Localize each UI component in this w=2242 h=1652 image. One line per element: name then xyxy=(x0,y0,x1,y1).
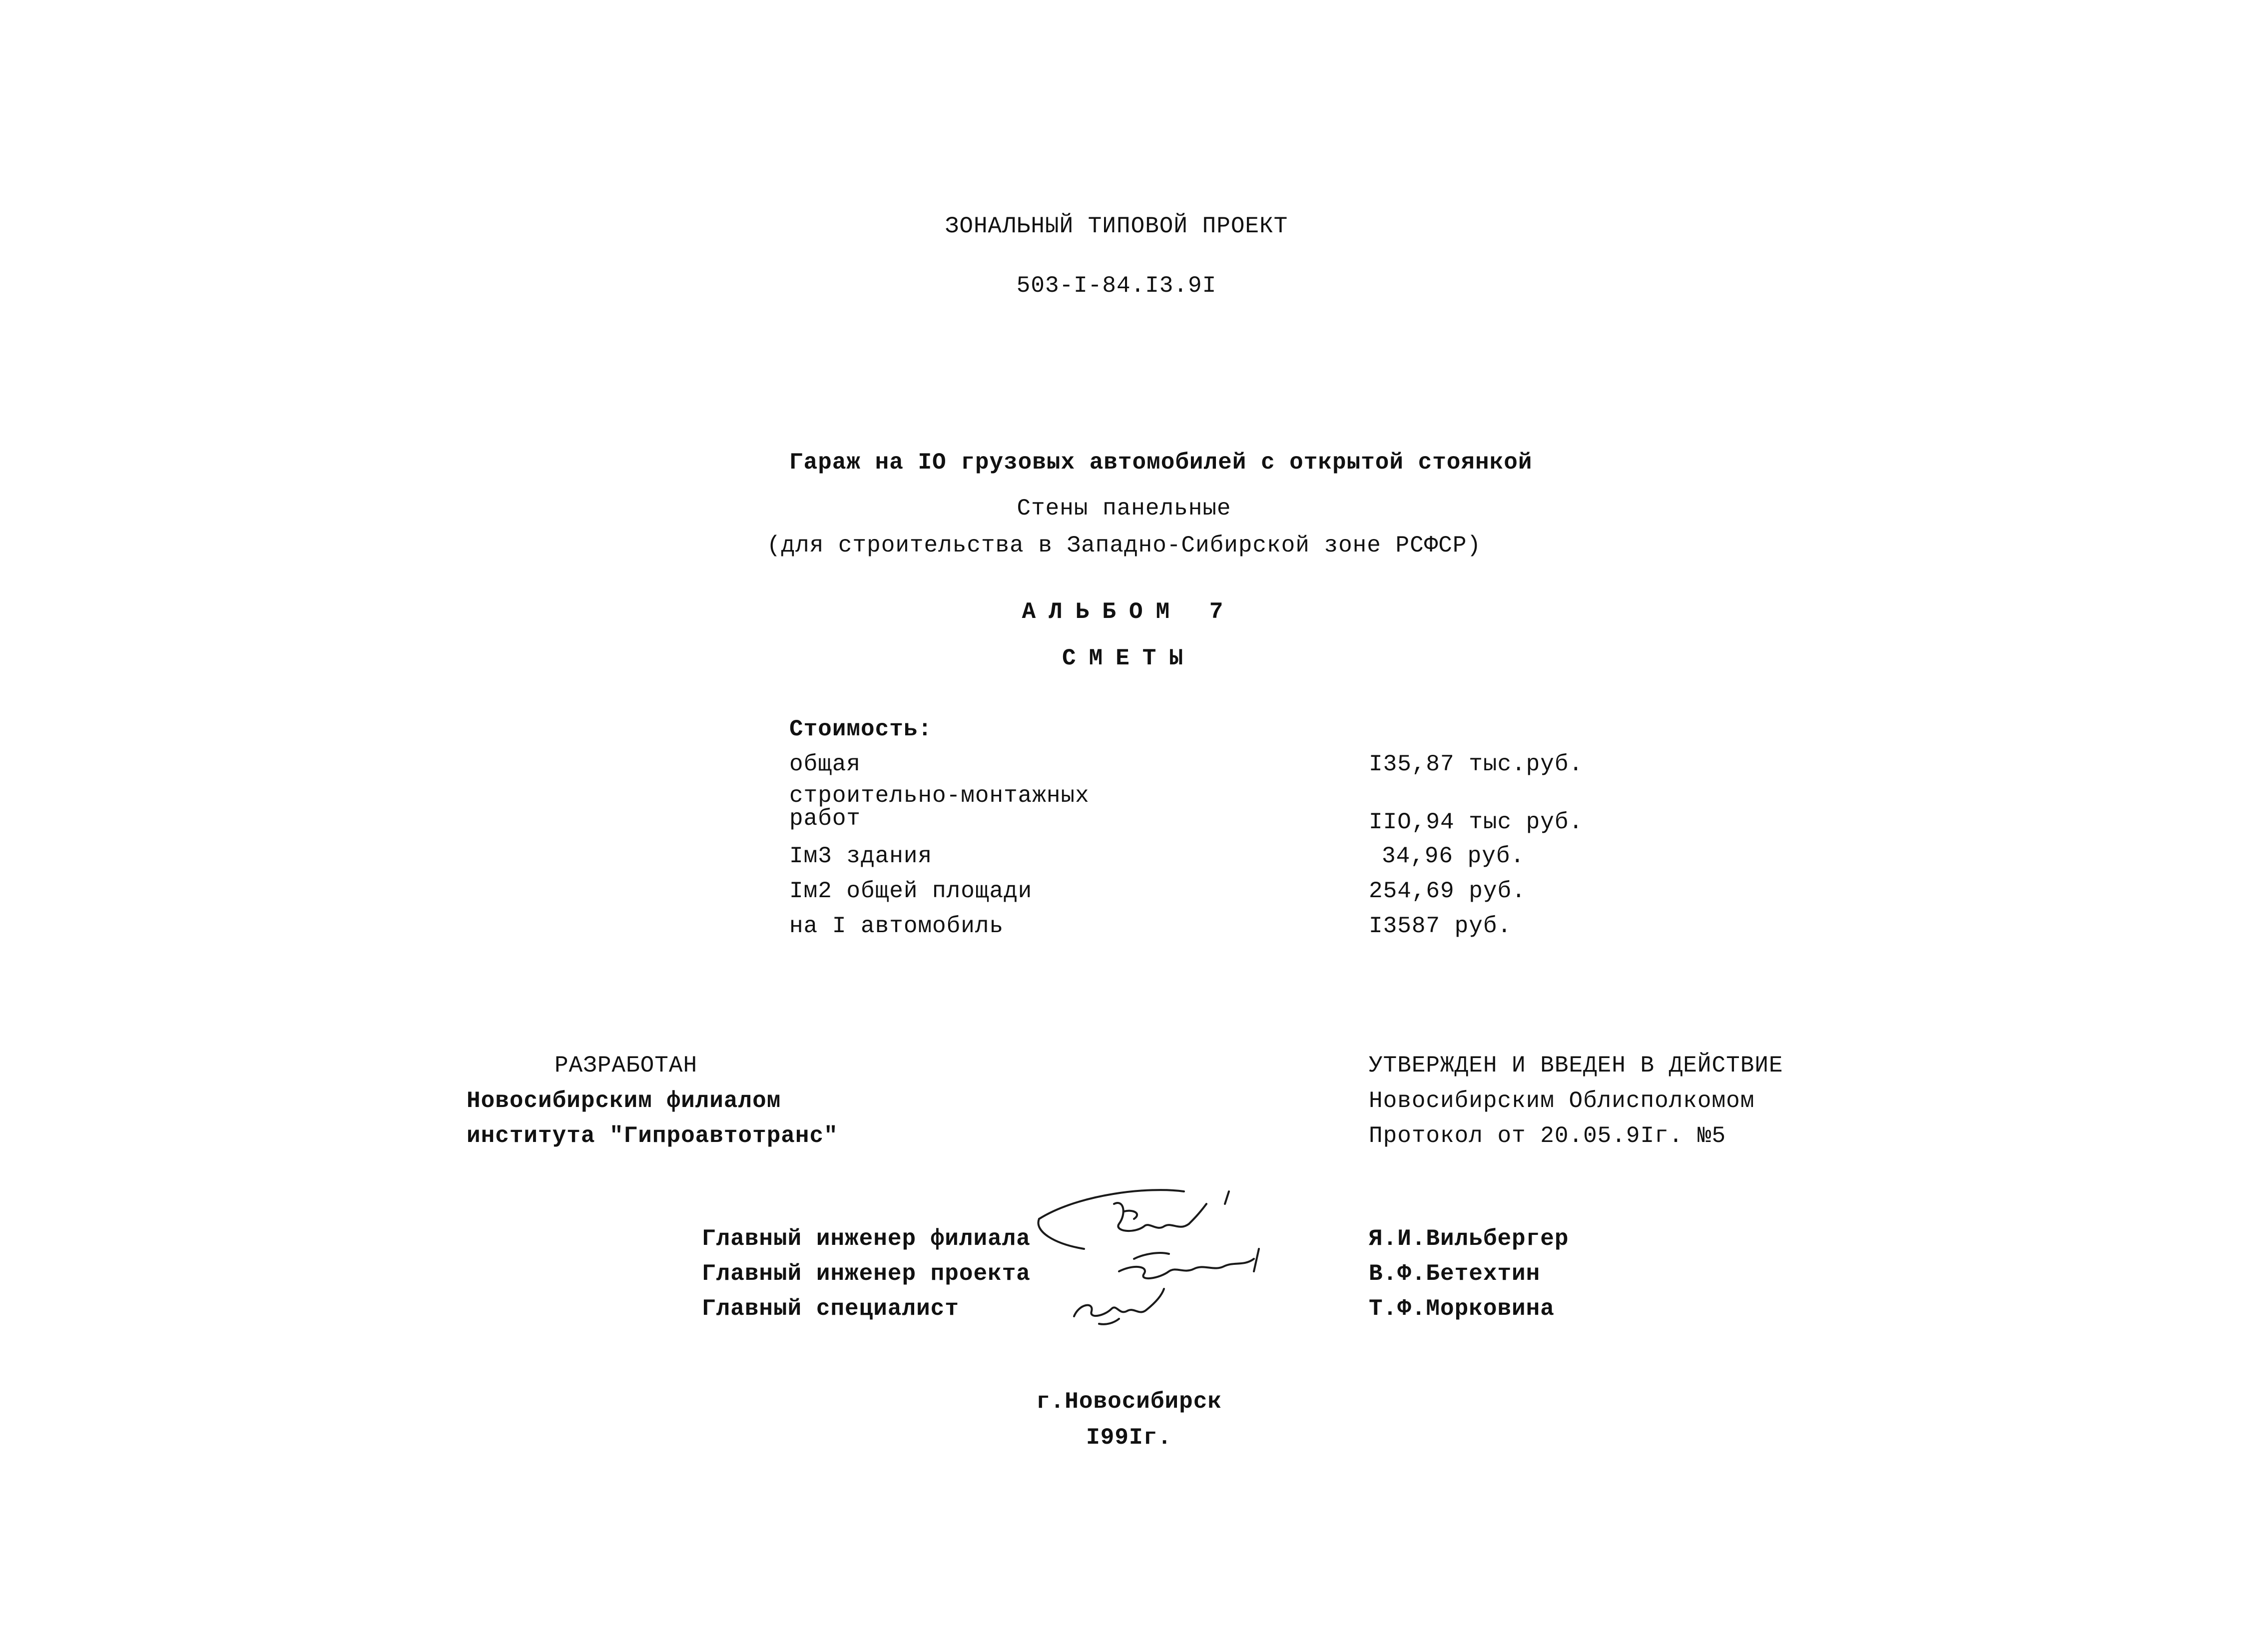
approved-line-2: Протокол от 20.05.9Iг. №5 xyxy=(1369,1123,1726,1149)
cost-row-value: I35,87 тыс.руб. xyxy=(1369,751,1584,777)
cost-row-value: 34,96 руб. xyxy=(1382,843,1525,869)
cost-row-value: I3587 руб. xyxy=(1369,913,1512,939)
developed-line-2: института "Гипроавтотранс" xyxy=(467,1123,838,1149)
cost-row-label: на I автомобиль xyxy=(789,913,1004,939)
cost-heading: Стоимость: xyxy=(789,716,933,742)
project-title: Гараж на IO грузовых автомобилей с открытой стоянкой xyxy=(789,450,1533,476)
walls-subtitle: Стены панельные xyxy=(1017,496,1231,522)
cost-row-value: 254,69 руб. xyxy=(1369,878,1526,904)
approved-line-1: Новосибирским Облисполкомом xyxy=(1369,1088,1755,1114)
cost-row-label: Iм3 здания xyxy=(789,843,933,869)
signature-name: В.Ф.Бетехтин xyxy=(1369,1261,1541,1287)
developed-heading: РАЗРАБОТАН xyxy=(555,1053,698,1079)
project-type-heading: ЗОНАЛЬНЫЙ ТИПОВОЙ ПРОЕКТ xyxy=(945,213,1288,239)
album-subject: СМЕТЫ xyxy=(1062,645,1196,671)
project-number: 503-I-84.I3.9I xyxy=(1016,273,1217,299)
signature-name: Я.И.Вильбергер xyxy=(1369,1226,1569,1252)
signature-role: Главный инженер проекта xyxy=(702,1261,1031,1287)
cost-row-value: IIO,94 тыс руб. xyxy=(1369,809,1584,835)
signature-role: Главный специалист xyxy=(702,1296,959,1322)
album-number: АЛЬБОМ 7 xyxy=(1022,599,1236,625)
zone-subtitle: (для строительства в Западно-Сибирской зоне РСФСР) xyxy=(766,533,1482,558)
cost-row-label: Iм2 общей площади xyxy=(789,878,1033,904)
signature-role: Главный инженер филиала xyxy=(702,1226,1031,1252)
handwritten-signatures xyxy=(1019,1184,1299,1339)
cost-row-label: общая xyxy=(789,751,861,777)
approved-heading: УТВЕРЖДЕН И ВВЕДЕН В ДЕЙСТВИЕ xyxy=(1369,1053,1783,1079)
city: г.Новосибирск xyxy=(1036,1389,1222,1415)
year: I99Iг. xyxy=(1086,1425,1172,1451)
cost-row-label: строительно-монтажных работ xyxy=(789,783,1090,832)
developed-line-1: Новосибирским филиалом xyxy=(467,1088,781,1114)
signature-name: Т.Ф.Морковина xyxy=(1369,1296,1555,1322)
